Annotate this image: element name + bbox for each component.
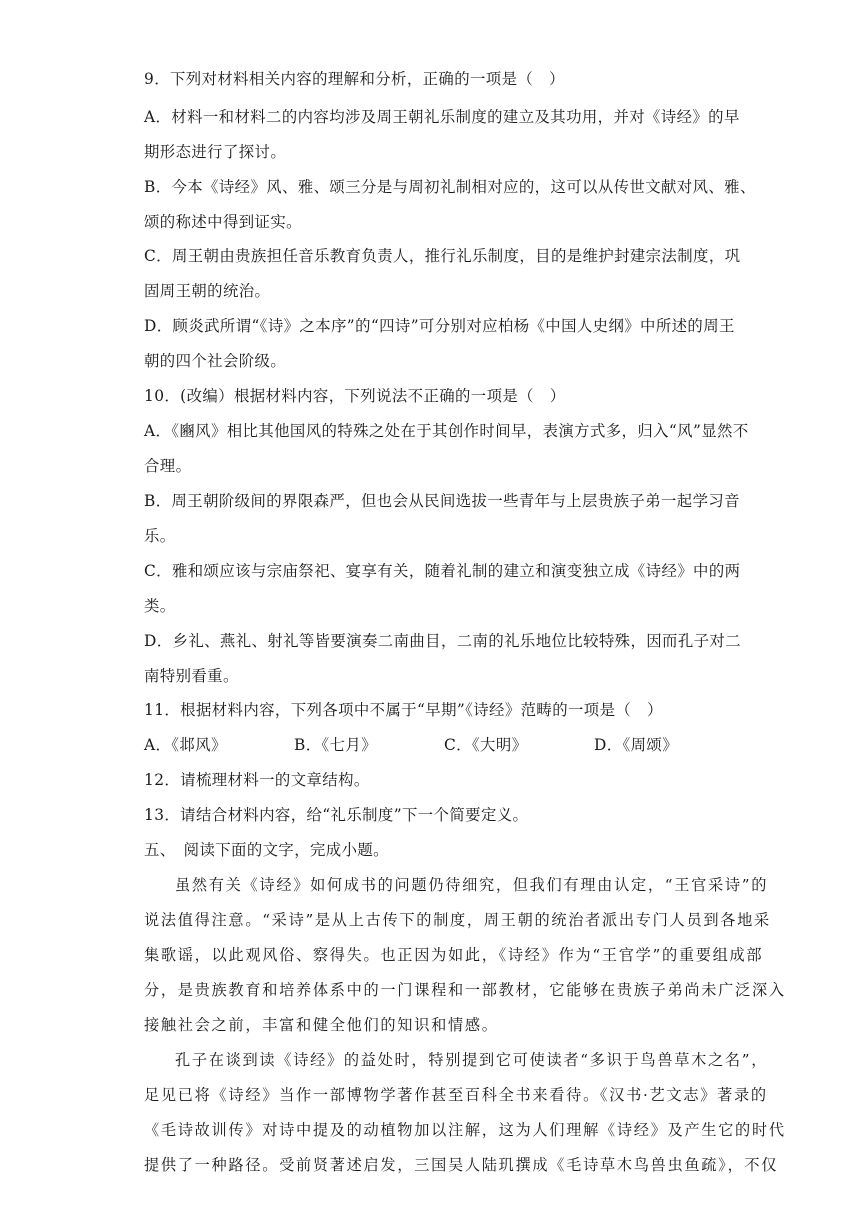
q9-option-a-line2: 期形态进行了探讨。 [144,143,287,161]
q9-option-d-line2: 朝的四个社会阶级。 [144,352,287,370]
passage-p1-line5: 接触社会之前，丰富和健全他们的知识和情感。 [144,1016,499,1034]
q11-option-d: D．《周颂》 [594,736,678,754]
section5-heading: 五、 阅读下面的文字，完成小题。 [144,841,389,859]
q9-stem: 9．下列对材料相关内容的理解和分析，正确的一项是（ ） [144,70,565,88]
q10-stem: 10．(改编）根据材料内容，下列说法不正确的一项是（ ） [144,387,566,405]
passage-p2-line2: 足见已将《诗经》当作一部博物学著作甚至百科全书来看待。《汉书·艺文志》著录的 [144,1086,768,1104]
q13-stem: 13．请结合材料内容，给“礼乐制度”下一个简要定义。 [144,806,529,824]
q10-option-d-line2: 南特别看重。 [144,667,239,685]
q11-option-b: B．《七月》 [294,736,377,754]
q12-stem: 12．请梳理材料一的文章结构。 [144,771,370,789]
passage-p1-line1: 虽然有关《诗经》如何成书的问题仍待细究，但我们有理由认定，“王官采诗”的 [175,876,769,894]
q10-option-a-line2: 合理。 [144,457,192,475]
passage-p1-line4: 分，是贵族教育和培养体系中的一门课程和一部教材，它能够在贵族子弟尚未广泛深入 [144,981,786,999]
q11-option-a: A．《邶风》 [144,736,227,754]
passage-p2-line4: 提供了一种路径。受前贤著述启发，三国吴人陆玑撰成《毛诗草木鸟兽虫鱼疏》，不仅 [144,1156,779,1174]
passage-p2-line3: 《毛诗故训传》对诗中提及的动植物加以注解，这为人们理解《诗经》及产生它的时代 [144,1121,786,1139]
q9-option-c-line1: C．周王朝由贵族担任音乐教育负责人，推行礼乐制度，目的是维护封建宗法制度，巩 [144,247,741,265]
q10-option-b-line2: 乐。 [144,527,176,545]
q10-option-c-line1: C．雅和颂应该与宗庙祭祀、宴享有关，随着礼制的建立和演变独立成《诗经》中的两 [144,562,741,580]
passage-p1-line2: 说法值得注意。“采诗”是从上古传下的制度，周王朝的统治者派出专门人员到各地采 [144,911,771,929]
passage-p2-line1: 孔子在谈到读《诗经》的益处时，特别提到它可使读者“多识于鸟兽草木之名”， [175,1051,769,1069]
q9-option-a-line1: A．材料一和材料二的内容均涉及周王朝礼乐制度的建立及其功用，并对《诗经》的早 [144,108,740,126]
q11-stem: 11．根据材料内容，下列各项中不属于“早期”《诗经》范畴的一项是（ ） [144,701,663,719]
passage-p1-line3: 集歌谣，以此观风俗、察得失。也正因为如此，《诗经》作为“王官学”的重要组成部 [144,946,764,964]
q9-option-c-line2: 固周王朝的统治。 [144,282,271,300]
q10-option-b-line1: B．周王朝阶级间的界限森严，但也会从民间选拔一些青年与上层贵族子弟一起学习音 [144,492,740,510]
q10-option-a-line1: A．《豳风》相比其他国风的特殊之处在于其创作时间早，表演方式多，归入“风”显然不 [144,422,749,440]
q9-option-d-line1: D．顾炎武所谓“《诗》之本序”的“四诗”可分别对应柏杨《中国人史纲》中所述的周王 [144,317,735,335]
q9-option-b-line1: B．今本《诗经》风、雅、颂三分是与周初礼制相对应的，这可以从传世文献对风、雅、 [144,178,756,196]
q9-option-b-line2: 颂的称述中得到证实。 [144,213,302,231]
q11-option-c: C．《大明》 [444,736,528,754]
q10-option-c-line2: 类。 [144,597,176,615]
q10-option-d-line1: D．乡礼、燕礼、射礼等皆要演奏二南曲目，二南的礼乐地位比较特殊，因而孔子对二 [144,632,741,650]
